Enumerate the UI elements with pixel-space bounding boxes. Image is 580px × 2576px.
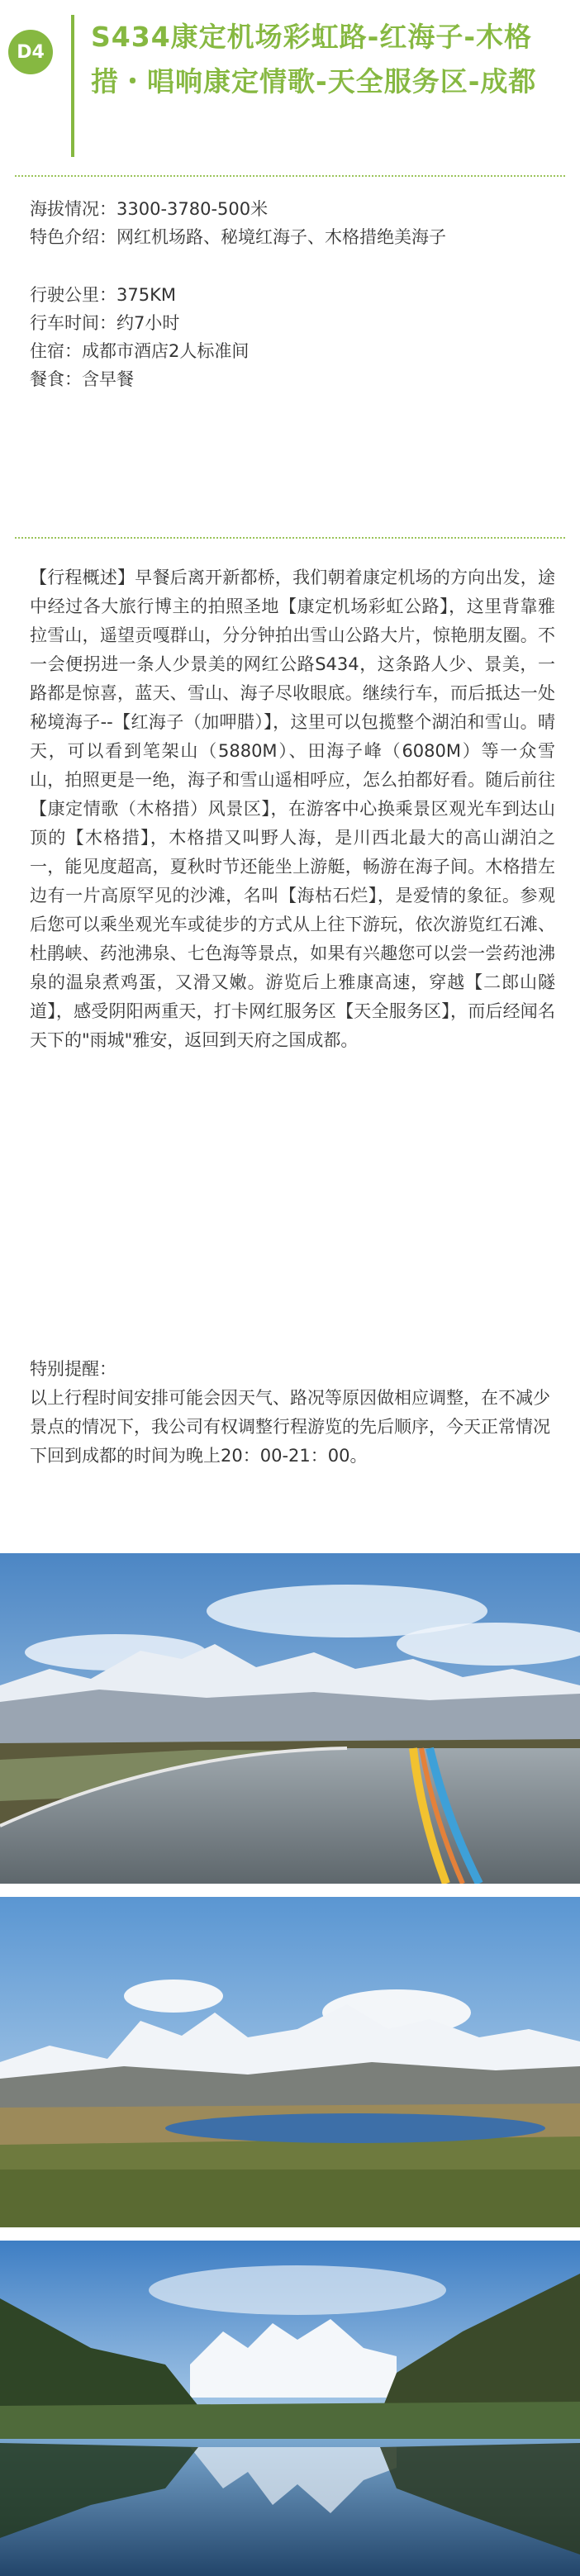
rainbow-road-photo bbox=[0, 1553, 580, 1884]
reminder-text: 以上行程时间安排可能会因天气、路况等原因做相应调整，在不减少景点的情况下，我公司有权调整行程游览的先后顺序，今天正常情况下回到成都的时间为晚上20：00-21：00。 bbox=[30, 1388, 550, 1466]
altitude-text: 海拔情况：3300-3780-500米 bbox=[30, 199, 269, 219]
day-header bbox=[0, 0, 580, 157]
distance-text: 行驶公里：375KM bbox=[30, 285, 176, 305]
special-reminder bbox=[30, 1355, 555, 1471]
title-accent-bar bbox=[71, 15, 74, 157]
divider-top bbox=[15, 175, 565, 177]
features-text: 特色介绍：网红机场路、秘境红海子、木格措绝美海子 bbox=[30, 227, 446, 247]
red-lake-photo bbox=[0, 1897, 580, 2227]
mugecuo-lake-photo bbox=[0, 2241, 580, 2576]
summary-text: 【行程概述】早餐后离开新都桥，我们朝着康定机场的方向出发，途中经过各大旅行博主的拍照圣地【康定机场彩虹公路】，这里背靠雅拉雪山，遥望贡嘎群山，分分钟拍出雪山公路大片，惊艳朋友圈。不一会便拐进一条人少景美的网红公路S434，这条路人少、景美，一路都是惊喜，蓝天、雪山、海子尽收眼底。继续行车，而后抵达一处秘境海子--【红海子（加呷腊）】，这里可以包揽整个湖泊和雪山。晴天，可以看到笔架山（5880M）、田海子峰（6080M）等一众雪山，拍照更是一绝，海子和雪山遥相呼应，怎么拍都好看。随后前往【康定情歌（木格措）风景区】，在游客中心换乘景区观光车到达山顶的【木格措】，木格措又叫野人海，是川西北最大的高山湖泊之一，能见度超高，夏秋时节还能坐上游艇，畅游在海子间。木格措左边有一片高原罕见的沙滩，名叫【海枯石烂】，是爱情的象征。参观后您可以乘坐观光车或徒步的方式从上往下游玩，依次游览红石滩、杜鹃峡、药池沸泉、七色海等景点，如果有兴趣您可以尝一尝药池沸泉的温泉煮鸡蛋，又滑又嫩。游览后上雅康高速，穿越【二郎山隧道】，感受阴阳两重天，打卡网红服务区【天全服务区】，而后经闻名天下的"雨城"雅安，返回到天府之国成都。 bbox=[30, 568, 555, 1050]
meals-text: 餐食：含早餐 bbox=[30, 369, 134, 389]
divider-middle bbox=[15, 537, 565, 539]
stay-text: 住宿：成都市酒店2人标准间 bbox=[30, 341, 250, 361]
itinerary-summary bbox=[30, 563, 555, 1055]
reminder-heading: 特别提醒： bbox=[30, 1359, 116, 1379]
day-title: S434康定机场彩虹路-红海子-木格措・唱响康定情歌-天全服务区-成都 bbox=[91, 21, 537, 97]
drive-time-text: 行车时间：约7小时 bbox=[30, 313, 180, 333]
day-badge: D4 bbox=[8, 30, 53, 74]
trip-info bbox=[30, 195, 559, 393]
